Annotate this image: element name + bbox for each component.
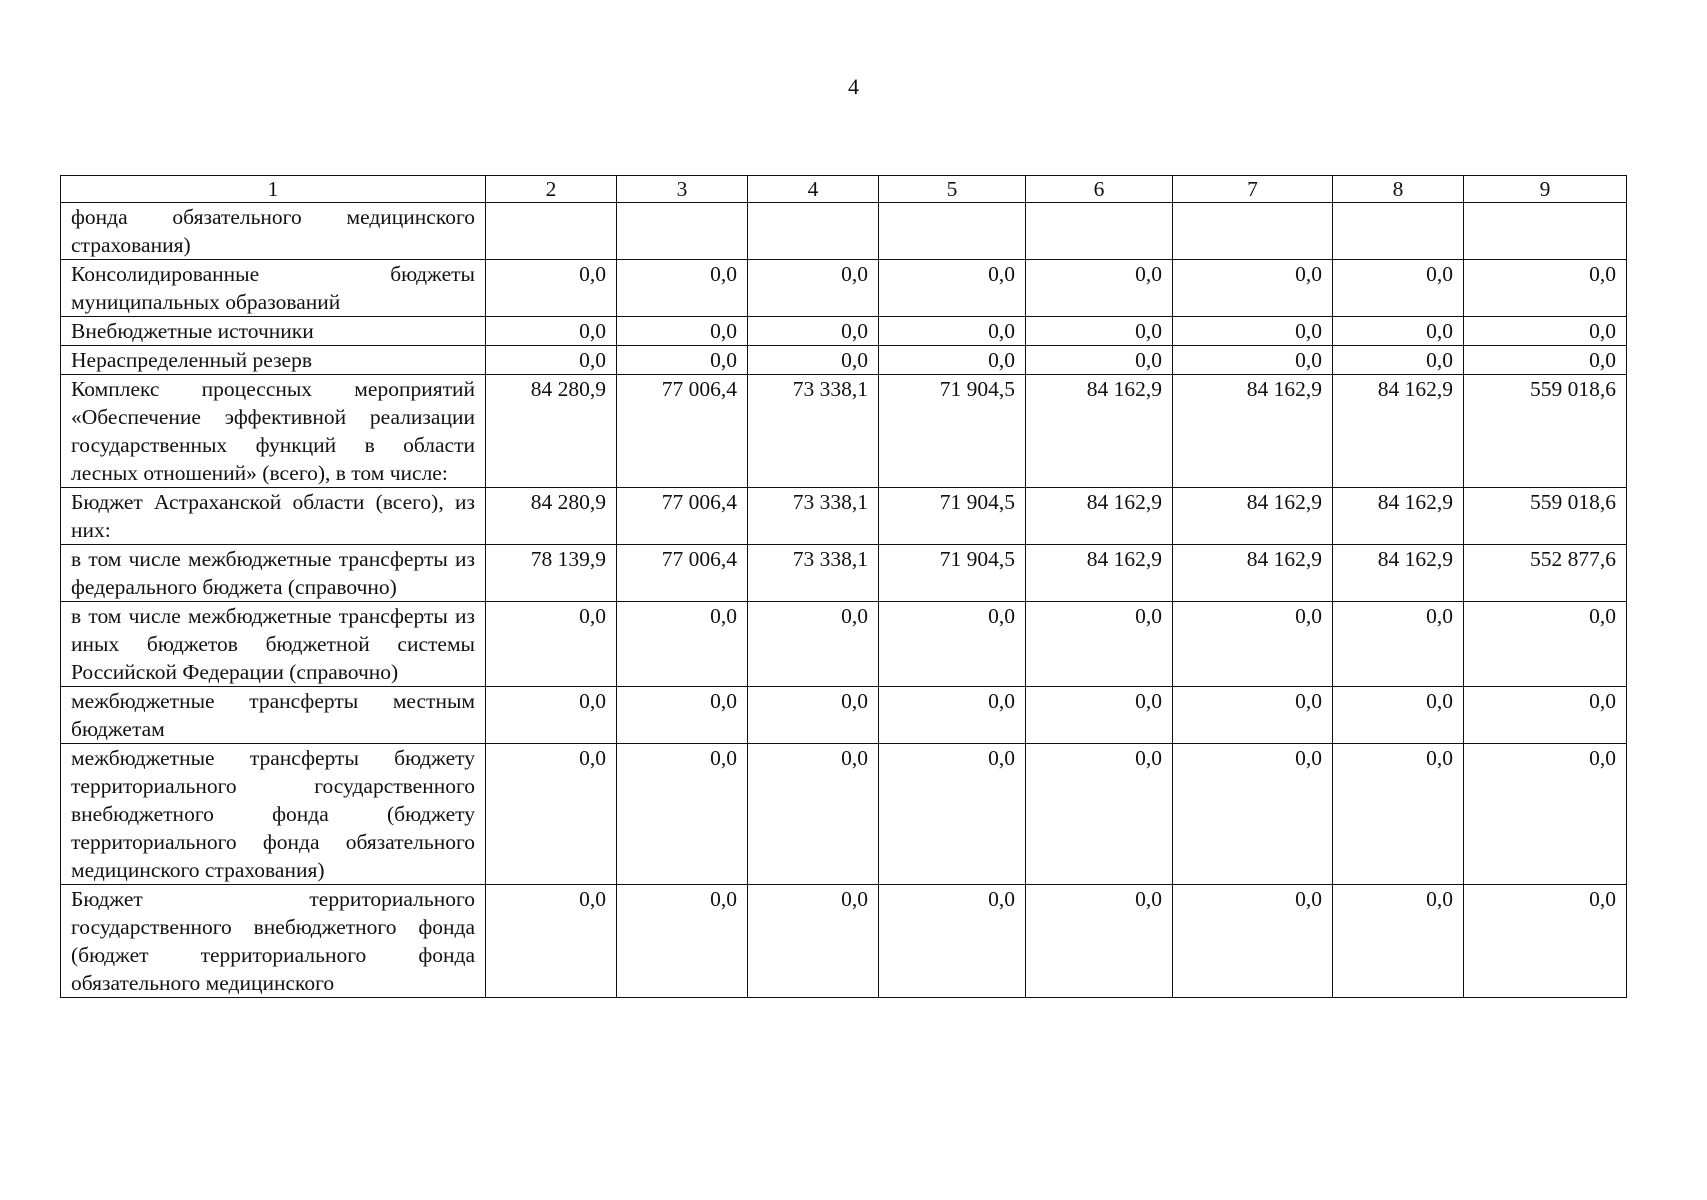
cell-value: 0,0 — [1464, 885, 1627, 998]
cell-value: 0,0 — [1026, 687, 1173, 744]
row-label: межбюджетные трансферты местным бюджетам — [61, 687, 486, 744]
cell-value: 84 280,9 — [486, 488, 617, 545]
cell-value: 0,0 — [1173, 260, 1333, 317]
cell-value: 0,0 — [879, 602, 1026, 687]
cell-value: 71 904,5 — [879, 375, 1026, 488]
cell-value: 0,0 — [1173, 687, 1333, 744]
cell-value — [1464, 203, 1627, 260]
cell-value: 0,0 — [1026, 602, 1173, 687]
cell-value: 0,0 — [879, 346, 1026, 375]
cell-value: 84 162,9 — [1173, 545, 1333, 602]
cell-value: 71 904,5 — [879, 488, 1026, 545]
page-number: 4 — [848, 74, 859, 99]
cell-value: 84 162,9 — [1173, 375, 1333, 488]
column-header-5: 5 — [879, 176, 1026, 203]
column-header-9: 9 — [1464, 176, 1627, 203]
row-label: межбюджетные трансферты бюджету территориального государственного внебюджетного фонда (бюджету территориального фонда обязательного медицинского страхования) — [61, 744, 486, 885]
cell-value: 0,0 — [617, 317, 748, 346]
cell-value: 0,0 — [486, 602, 617, 687]
cell-value: 77 006,4 — [617, 488, 748, 545]
cell-value: 0,0 — [1464, 744, 1627, 885]
table-row — [61, 687, 1627, 744]
table-row — [61, 744, 1627, 885]
cell-value: 0,0 — [1464, 602, 1627, 687]
cell-value: 0,0 — [1173, 602, 1333, 687]
cell-value: 0,0 — [1026, 260, 1173, 317]
cell-value: 0,0 — [1026, 744, 1173, 885]
cell-value: 84 162,9 — [1026, 375, 1173, 488]
row-label: Нераспределенный резерв — [61, 346, 486, 375]
cell-value: 0,0 — [879, 317, 1026, 346]
cell-value: 73 338,1 — [748, 375, 879, 488]
cell-value: 0,0 — [1464, 317, 1627, 346]
cell-value: 0,0 — [486, 744, 617, 885]
table-row — [61, 317, 1627, 346]
row-label: в том числе межбюджетные трансферты из иных бюджетов бюджетной системы Российской Федерации (справочно) — [61, 602, 486, 687]
cell-value: 0,0 — [1464, 687, 1627, 744]
cell-value — [486, 203, 617, 260]
cell-value: 0,0 — [486, 317, 617, 346]
cell-value: 0,0 — [1464, 346, 1627, 375]
row-label: Комплекс процессных мероприятий «Обеспечение эффективной реализации государственных функций в области лесных отношений» (всего), в том числе: — [61, 375, 486, 488]
cell-value: 0,0 — [1173, 346, 1333, 375]
cell-value: 0,0 — [1333, 687, 1464, 744]
cell-value: 73 338,1 — [748, 545, 879, 602]
cell-value: 84 162,9 — [1173, 488, 1333, 545]
cell-value — [748, 203, 879, 260]
cell-value: 0,0 — [1026, 885, 1173, 998]
cell-value: 0,0 — [748, 346, 879, 375]
cell-value: 0,0 — [879, 744, 1026, 885]
cell-value: 77 006,4 — [617, 375, 748, 488]
cell-value: 0,0 — [1333, 317, 1464, 346]
cell-value: 84 162,9 — [1333, 545, 1464, 602]
column-header-8: 8 — [1333, 176, 1464, 203]
row-label: фонда обязательного медицинского страхования) — [61, 203, 486, 260]
column-header-2: 2 — [486, 176, 617, 203]
cell-value: 0,0 — [1173, 317, 1333, 346]
cell-value: 0,0 — [1173, 885, 1333, 998]
cell-value: 0,0 — [1026, 317, 1173, 346]
cell-value: 0,0 — [748, 317, 879, 346]
cell-value: 0,0 — [1333, 602, 1464, 687]
table-row — [61, 260, 1627, 317]
cell-value: 0,0 — [879, 687, 1026, 744]
cell-value: 0,0 — [748, 260, 879, 317]
row-label: Бюджет Астраханской области (всего), из них: — [61, 488, 486, 545]
cell-value: 0,0 — [748, 744, 879, 885]
cell-value: 0,0 — [1333, 744, 1464, 885]
table-row — [61, 203, 1627, 260]
cell-value: 73 338,1 — [748, 488, 879, 545]
column-header-7: 7 — [1173, 176, 1333, 203]
cell-value: 0,0 — [617, 346, 748, 375]
row-label: Бюджет территориального государственного внебюджетного фонда (бюджет территориального фонда обязательного медицинского — [61, 885, 486, 998]
cell-value: 84 162,9 — [1333, 488, 1464, 545]
cell-value: 0,0 — [617, 744, 748, 885]
cell-value: 0,0 — [748, 602, 879, 687]
cell-value: 552 877,6 — [1464, 545, 1627, 602]
cell-value: 84 280,9 — [486, 375, 617, 488]
cell-value: 0,0 — [617, 885, 748, 998]
cell-value: 0,0 — [748, 885, 879, 998]
cell-value: 0,0 — [486, 885, 617, 998]
cell-value: 84 162,9 — [1026, 488, 1173, 545]
cell-value: 0,0 — [617, 602, 748, 687]
row-label: Внебюджетные источники — [61, 317, 486, 346]
cell-value: 0,0 — [879, 260, 1026, 317]
table-row — [61, 346, 1627, 375]
header-row — [61, 176, 1627, 203]
cell-value: 84 162,9 — [1026, 545, 1173, 602]
row-label: Консолидированные бюджеты муниципальных образований — [61, 260, 486, 317]
column-header-3: 3 — [617, 176, 748, 203]
column-header-4: 4 — [748, 176, 879, 203]
cell-value: 0,0 — [617, 687, 748, 744]
cell-value: 77 006,4 — [617, 545, 748, 602]
column-header-6: 6 — [1026, 176, 1173, 203]
column-header-1: 1 — [61, 176, 486, 203]
cell-value: 0,0 — [1333, 346, 1464, 375]
cell-value — [1173, 203, 1333, 260]
cell-value: 0,0 — [879, 885, 1026, 998]
cell-value: 0,0 — [1333, 885, 1464, 998]
cell-value: 78 139,9 — [486, 545, 617, 602]
table-row — [61, 602, 1627, 687]
cell-value: 0,0 — [1026, 346, 1173, 375]
cell-value: 0,0 — [486, 346, 617, 375]
cell-value: 0,0 — [1464, 260, 1627, 317]
cell-value: 559 018,6 — [1464, 375, 1627, 488]
cell-value — [617, 203, 748, 260]
cell-value — [1333, 203, 1464, 260]
cell-value: 0,0 — [1173, 744, 1333, 885]
cell-value — [1026, 203, 1173, 260]
budget-table — [60, 175, 1627, 998]
cell-value: 0,0 — [617, 260, 748, 317]
cell-value: 0,0 — [1333, 260, 1464, 317]
cell-value: 0,0 — [748, 687, 879, 744]
table-row — [61, 545, 1627, 602]
cell-value: 71 904,5 — [879, 545, 1026, 602]
row-label: в том числе межбюджетные трансферты из федерального бюджета (справочно) — [61, 545, 486, 602]
cell-value: 84 162,9 — [1333, 375, 1464, 488]
table-row — [61, 375, 1627, 488]
cell-value: 0,0 — [486, 687, 617, 744]
table-row — [61, 488, 1627, 545]
cell-value — [879, 203, 1026, 260]
table-row — [61, 885, 1627, 998]
cell-value: 0,0 — [486, 260, 617, 317]
cell-value: 559 018,6 — [1464, 488, 1627, 545]
